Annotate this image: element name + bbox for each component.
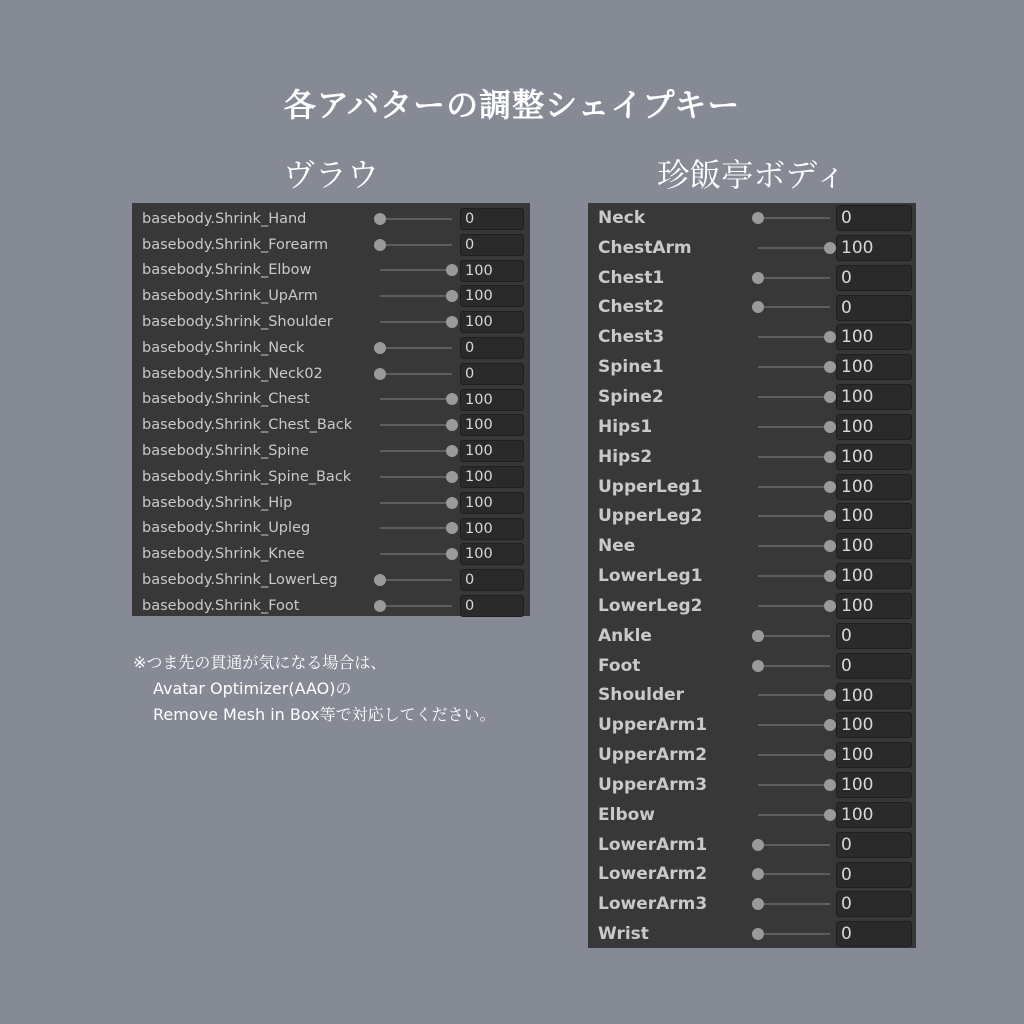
blendshape-value-field[interactable]: 100 [836,324,912,350]
blendshape-label: basebody.Shrink_Chest_Back [142,417,353,434]
slider-thumb[interactable] [824,600,836,612]
slider-track[interactable] [758,396,830,398]
slider-thumb[interactable] [824,481,836,493]
blendshape-row [588,203,916,233]
blendshape-value-field[interactable]: 0 [836,205,912,231]
slider-track[interactable] [380,424,452,426]
left-blendshape-panel [132,203,530,616]
blendshape-row [132,283,530,309]
blendshape-value-field[interactable]: 0 [836,653,912,679]
blendshape-value-field[interactable]: 100 [836,563,912,589]
blendshape-row [588,382,916,412]
blendshape-value-field[interactable]: 100 [836,712,912,738]
blendshape-value-field[interactable]: 0 [836,862,912,888]
slider-thumb[interactable] [752,660,764,672]
slider-thumb[interactable] [446,393,458,405]
slider-track[interactable] [380,321,452,323]
slider-thumb[interactable] [374,368,386,380]
slider-thumb[interactable] [752,301,764,313]
blendshape-row [588,651,916,681]
blendshape-label: LowerArm3 [598,894,708,915]
left-avatar-name: ヴラウ [282,156,379,194]
blendshape-value-field[interactable]: 100 [460,518,524,540]
blendshape-label: basebody.Shrink_Neck02 [142,365,323,382]
blendshape-value-field[interactable]: 100 [836,503,912,529]
blendshape-label: Elbow [598,804,655,825]
blendshape-row [588,591,916,621]
slider-thumb[interactable] [752,898,764,910]
slider-thumb[interactable] [446,471,458,483]
blendshape-value-field[interactable]: 0 [460,363,524,385]
blendshape-value-field[interactable]: 100 [460,414,524,436]
right-avatar-name: 珍飯亭ボディ [657,156,847,194]
slider-thumb[interactable] [374,574,386,586]
blendshape-value-field[interactable]: 0 [836,265,912,291]
slider-thumb[interactable] [752,212,764,224]
slider-track[interactable] [758,844,830,846]
slider-thumb[interactable] [824,361,836,373]
slider-track[interactable] [380,295,452,297]
slider-thumb[interactable] [752,630,764,642]
blendshape-value-field[interactable]: 100 [460,466,524,488]
blendshape-label: basebody.Shrink_Spine_Back [142,468,352,485]
slider-thumb[interactable] [824,749,836,761]
slider-track[interactable] [380,605,452,607]
blendshape-value-field[interactable]: 0 [836,921,912,947]
blendshape-row [588,919,916,949]
blendshape-label: Hips2 [598,446,653,467]
blendshape-row [588,889,916,919]
blendshape-label: basebody.Shrink_Upleg [142,520,311,537]
blendshape-label: Chest2 [598,297,665,318]
blendshape-label: basebody.Shrink_Spine [142,443,309,460]
slider-thumb[interactable] [824,719,836,731]
slider-thumb[interactable] [824,689,836,701]
blendshape-label: basebody.Shrink_Neck [142,339,305,356]
slider-thumb[interactable] [752,272,764,284]
slider-thumb[interactable] [446,419,458,431]
blendshape-label: Spine2 [598,386,664,407]
slider-track[interactable] [758,754,830,756]
slider-track[interactable] [380,502,452,504]
blendshape-row [132,309,530,335]
blendshape-value-field[interactable]: 100 [836,533,912,559]
blendshape-value-field[interactable]: 0 [836,891,912,917]
blendshape-row [132,516,530,542]
blendshape-value-field[interactable]: 100 [836,414,912,440]
slider-track[interactable] [380,553,452,555]
blendshape-value-field[interactable]: 100 [460,543,524,565]
slider-track[interactable] [758,486,830,488]
blendshape-label: Neck [598,207,646,228]
blendshape-row [588,561,916,591]
slider-track[interactable] [758,724,830,726]
slider-track[interactable] [380,269,452,271]
slider-thumb[interactable] [446,522,458,534]
blendshape-label: basebody.Shrink_Chest [142,391,310,408]
blendshape-label: Wrist [598,924,649,945]
slider-track[interactable] [758,336,830,338]
blendshape-row [132,387,530,413]
blendshape-value-field[interactable]: 0 [460,569,524,591]
slider-thumb[interactable] [824,510,836,522]
blendshape-label: Spine1 [598,357,664,378]
blendshape-label: basebody.Shrink_Foot [142,597,300,614]
blendshape-label: basebody.Shrink_Hip [142,494,293,511]
blendshape-label: LowerArm2 [598,864,708,885]
page-title: 各アバターの調整シェイプキー [283,86,741,124]
blendshape-value-field[interactable]: 100 [460,285,524,307]
blendshape-label: UpperLeg2 [598,506,703,527]
slider-track[interactable] [758,814,830,816]
blendshape-row [588,770,916,800]
blendshape-label: basebody.Shrink_Shoulder [142,314,333,331]
slider-thumb[interactable] [752,839,764,851]
blendshape-value-field[interactable]: 100 [836,235,912,261]
blendshape-row [588,293,916,323]
blendshape-value-field[interactable]: 100 [836,802,912,828]
note-line-2: Avatar Optimizer(AAO)の [153,679,352,698]
blendshape-label: basebody.Shrink_UpArm [142,288,318,305]
blendshape-row [588,233,916,263]
blendshape-label: ChestArm [598,237,692,258]
blendshape-row [132,206,530,232]
blendshape-value-field[interactable]: 0 [460,337,524,359]
blendshape-label: Shoulder [598,685,685,706]
blendshape-label: basebody.Shrink_Elbow [142,262,312,279]
slider-track[interactable] [758,515,830,517]
blendshape-label: UpperArm2 [598,745,708,766]
slider-track[interactable] [380,527,452,529]
slider-track[interactable] [758,784,830,786]
blendshape-row [132,464,530,490]
blendshape-label: UpperLeg1 [598,476,703,497]
blendshape-value-field[interactable]: 100 [460,260,524,282]
blendshape-value-field[interactable]: 0 [460,208,524,230]
blendshape-row [588,830,916,860]
blendshape-row [588,322,916,352]
blendshape-label: Chest1 [598,267,665,288]
blendshape-value-field[interactable]: 100 [836,742,912,768]
blendshape-row [588,412,916,442]
blendshape-value-field[interactable]: 0 [460,234,524,256]
slider-track[interactable] [758,545,830,547]
blendshape-label: Ankle [598,625,652,646]
slider-track[interactable] [380,579,452,581]
slider-thumb[interactable] [446,548,458,560]
blendshape-label: Hips1 [598,416,653,437]
slider-thumb[interactable] [824,809,836,821]
blendshape-row [132,593,530,619]
blendshape-row [588,442,916,472]
blendshape-row [588,740,916,770]
blendshape-value-field[interactable]: 100 [836,772,912,798]
slider-thumb[interactable] [824,540,836,552]
blendshape-row [132,438,530,464]
blendshape-label: LowerArm1 [598,834,708,855]
slider-track[interactable] [758,694,830,696]
blendshape-row [588,531,916,561]
slider-thumb[interactable] [446,445,458,457]
blendshape-row [132,335,530,361]
slider-track[interactable] [758,247,830,249]
blendshape-value-field[interactable]: 0 [460,595,524,617]
blendshape-value-field[interactable]: 0 [836,832,912,858]
blendshape-label: UpperArm3 [598,774,708,795]
blendshape-label: LowerLeg2 [598,595,703,616]
blendshape-row [132,412,530,438]
slider-thumb[interactable] [374,600,386,612]
blendshape-label: LowerLeg1 [598,566,703,587]
blendshape-value-field[interactable]: 100 [836,474,912,500]
slider-track[interactable] [758,933,830,935]
blendshape-row [588,800,916,830]
slider-thumb[interactable] [752,868,764,880]
blendshape-value-field[interactable]: 100 [836,593,912,619]
slider-thumb[interactable] [824,331,836,343]
slider-track[interactable] [758,456,830,458]
slider-track[interactable] [758,903,830,905]
slider-track[interactable] [380,373,452,375]
slider-thumb[interactable] [752,928,764,940]
slider-track[interactable] [758,217,830,219]
blendshape-row [132,361,530,387]
blendshape-label: Chest3 [598,327,665,348]
slider-thumb[interactable] [374,239,386,251]
slider-track[interactable] [380,218,452,220]
blendshape-row [132,490,530,516]
slider-thumb[interactable] [446,497,458,509]
slider-thumb[interactable] [374,213,386,225]
slider-thumb[interactable] [446,264,458,276]
slider-track[interactable] [380,244,452,246]
slider-track[interactable] [758,575,830,577]
blendshape-value-field[interactable]: 0 [836,295,912,321]
blendshape-row [588,501,916,531]
blendshape-row [588,472,916,502]
blendshape-row [588,263,916,293]
blendshape-row [132,258,530,284]
slider-track[interactable] [758,605,830,607]
blendshape-label: UpperArm1 [598,715,708,736]
blendshape-label: Foot [598,655,641,676]
slider-track[interactable] [758,366,830,368]
right-blendshape-panel [588,203,916,948]
slider-track[interactable] [380,347,452,349]
blendshape-value-field[interactable]: 100 [460,492,524,514]
note-line-3: Remove Mesh in Box等で対応してください。 [153,705,496,724]
blendshape-row [588,681,916,711]
blendshape-row [132,232,530,258]
slider-track[interactable] [758,873,830,875]
slider-thumb[interactable] [824,391,836,403]
slider-thumb[interactable] [824,451,836,463]
blendshape-label: basebody.Shrink_LowerLeg [142,572,338,589]
slider-track[interactable] [380,398,452,400]
slider-thumb[interactable] [374,342,386,354]
slider-thumb[interactable] [446,316,458,328]
blendshape-row [588,621,916,651]
blendshape-label: basebody.Shrink_Forearm [142,236,329,253]
blendshape-value-field[interactable]: 100 [836,444,912,470]
slider-thumb[interactable] [446,290,458,302]
slider-thumb[interactable] [824,779,836,791]
slider-track[interactable] [758,426,830,428]
slider-track[interactable] [380,450,452,452]
slider-thumb[interactable] [824,570,836,582]
blendshape-value-field[interactable]: 100 [460,389,524,411]
slider-thumb[interactable] [824,242,836,254]
slider-track[interactable] [758,635,830,637]
note-text [133,650,496,728]
blendshape-value-field[interactable]: 100 [460,440,524,462]
blendshape-row [588,860,916,890]
slider-track[interactable] [758,277,830,279]
blendshape-label: Nee [598,536,636,557]
blendshape-row [132,541,530,567]
slider-thumb[interactable] [824,421,836,433]
blendshape-row [588,352,916,382]
blendshape-row [132,567,530,593]
blendshape-label: basebody.Shrink_Knee [142,546,305,563]
blendshape-value-field[interactable]: 100 [836,384,912,410]
blendshape-label: basebody.Shrink_Hand [142,210,307,227]
blendshape-row [588,710,916,740]
blendshape-value-field[interactable]: 100 [836,683,912,709]
blendshape-value-field[interactable]: 100 [836,354,912,380]
slider-track[interactable] [758,306,830,308]
note-line-1: ※つま先の貫通が気になる場合は、 [133,653,387,672]
slider-track[interactable] [380,476,452,478]
blendshape-value-field[interactable]: 0 [836,623,912,649]
slider-track[interactable] [758,665,830,667]
blendshape-value-field[interactable]: 100 [460,311,524,333]
